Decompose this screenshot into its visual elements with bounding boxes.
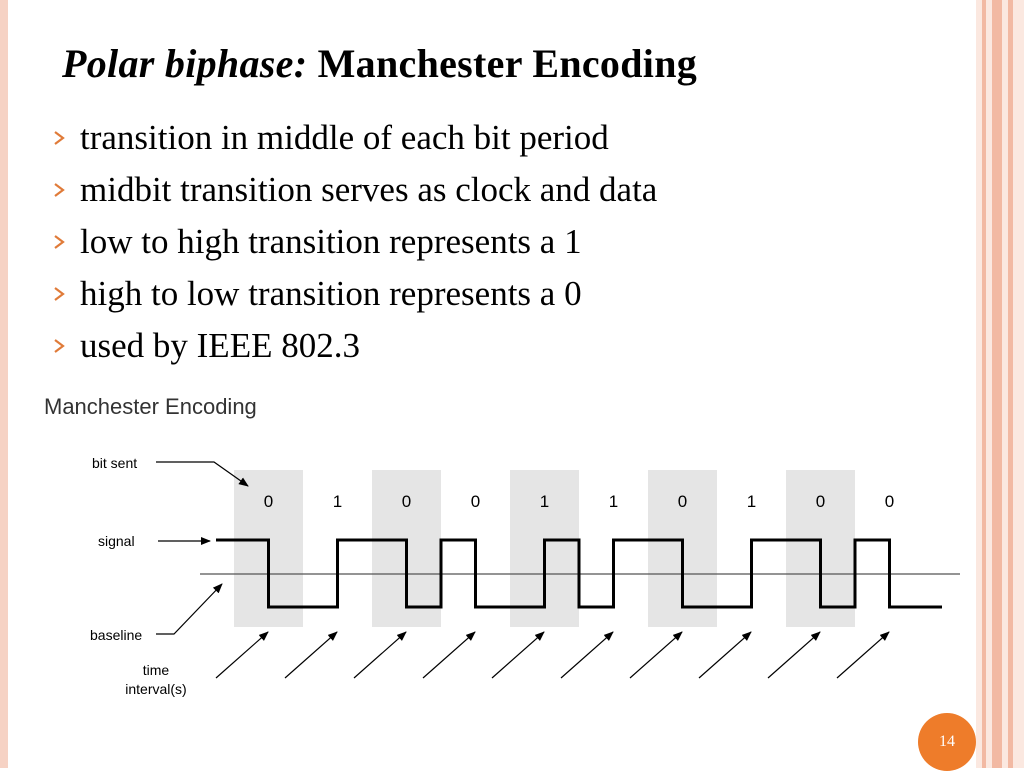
bit-label: 0 (401, 492, 412, 511)
time-interval-arrow (768, 632, 820, 678)
time-interval-arrow (699, 632, 751, 678)
bit-label: 1 (332, 492, 343, 511)
bullet-text: transition in middle of each bit period (80, 118, 609, 157)
bit-label: 0 (263, 492, 274, 511)
bit-label: 0 (815, 492, 826, 511)
time-interval-arrow (561, 632, 613, 678)
diagram-heading: Manchester Encoding (44, 394, 257, 419)
time-interval-arrow (837, 632, 889, 678)
bullet-text: used by IEEE 802.3 (80, 326, 360, 365)
bit-label: 0 (470, 492, 481, 511)
time-interval-arrow (285, 632, 337, 678)
baseline-pointer (156, 584, 222, 634)
page-number-text: 14 (939, 733, 955, 750)
time-interval-arrow (354, 632, 406, 678)
bit-label: 1 (539, 492, 550, 511)
label-time: time (142, 662, 170, 678)
time-interval-arrow (492, 632, 544, 678)
bit-label: 1 (608, 492, 619, 511)
label-time-intervals: interval(s) (125, 681, 187, 697)
time-interval-arrow (630, 632, 682, 678)
bit-label: 0 (677, 492, 688, 511)
bit-label: 1 (746, 492, 757, 511)
label-bit-sent: bit sent (92, 455, 138, 471)
time-interval-arrows-group (216, 632, 889, 678)
label-signal: signal (98, 533, 135, 549)
slide-title-rest: Manchester Encoding (307, 41, 698, 86)
time-interval-arrow (216, 632, 268, 678)
bullet-text: low to high transition represents a 1 (80, 222, 582, 261)
bit-label: 0 (884, 492, 895, 511)
bullet-text: midbit transition serves as clock and data (80, 170, 658, 209)
time-interval-arrow (423, 632, 475, 678)
page-number-badge (918, 713, 976, 771)
bullet-text: high to low transition represents a 0 (80, 274, 582, 313)
label-baseline: baseline (90, 627, 143, 643)
slide-title-italic: Polar biphase: (62, 41, 308, 86)
